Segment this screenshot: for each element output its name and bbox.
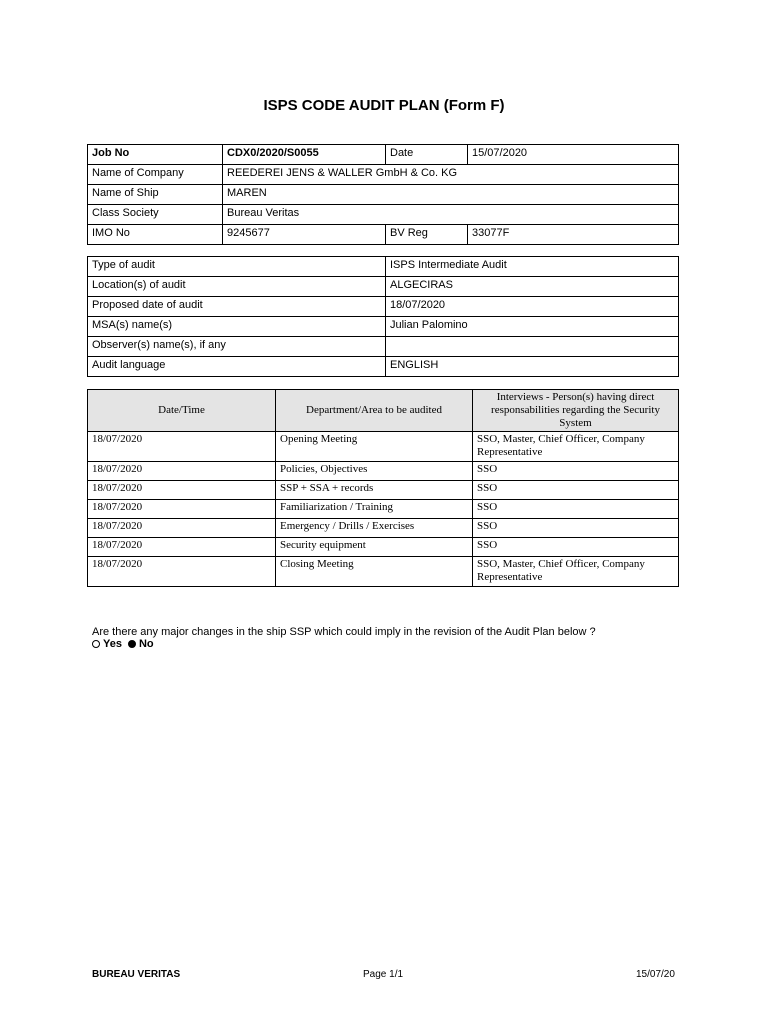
audit-row — [88, 257, 679, 277]
audit-row — [88, 317, 679, 337]
schedule-date: 18/07/2020 — [88, 538, 276, 557]
audit-info-table — [87, 256, 679, 377]
table-row — [88, 481, 679, 500]
schedule-interviewees: SSO — [473, 481, 679, 500]
company-label: Name of Company — [88, 165, 223, 185]
date-value: 15/07/2020 — [468, 145, 679, 165]
schedule-date: 18/07/2020 — [88, 500, 276, 519]
radio-no[interactable] — [128, 640, 136, 648]
audit-label: Type of audit — [88, 257, 386, 277]
schedule-interviewees: SSO — [473, 538, 679, 557]
radio-yes[interactable] — [92, 640, 100, 648]
audit-label: Location(s) of audit — [88, 277, 386, 297]
schedule-department: Emergency / Drills / Exercises — [276, 519, 473, 538]
imo-value: 9245677 — [223, 225, 386, 245]
job-info-table — [87, 144, 679, 245]
schedule-department: Closing Meeting — [276, 557, 473, 587]
imo-label: IMO No — [88, 225, 223, 245]
ssp-changes-question: Are there any major changes in the ship SSP which could imply in the revision of the Audit Plan below ? — [92, 626, 596, 638]
audit-label: Proposed date of audit — [88, 297, 386, 317]
ship-row — [88, 185, 679, 205]
job-no-row — [88, 145, 679, 165]
company-value: REEDEREI JENS & WALLER GmbH & Co. KG — [223, 165, 679, 185]
audit-row — [88, 357, 679, 377]
audit-row — [88, 337, 679, 357]
audit-row — [88, 277, 679, 297]
audit-label: Observer(s) name(s), if any — [88, 337, 386, 357]
schedule-date: 18/07/2020 — [88, 481, 276, 500]
class-label: Class Society — [88, 205, 223, 225]
schedule-interviewees: SSO, Master, Chief Officer, Company Representative — [473, 557, 679, 587]
schedule-table — [87, 389, 679, 587]
table-row — [88, 519, 679, 538]
imo-row — [88, 225, 679, 245]
schedule-header-row — [88, 390, 679, 432]
column-header-date: Date/Time — [88, 390, 276, 432]
table-row — [88, 500, 679, 519]
schedule-date: 18/07/2020 — [88, 432, 276, 462]
schedule-department: SSP + SSA + records — [276, 481, 473, 500]
table-row — [88, 432, 679, 462]
ship-value: MAREN — [223, 185, 679, 205]
audit-value: ALGECIRAS — [386, 277, 679, 297]
schedule-date: 18/07/2020 — [88, 462, 276, 481]
company-row — [88, 165, 679, 185]
schedule-date: 18/07/2020 — [88, 557, 276, 587]
audit-value: 18/07/2020 — [386, 297, 679, 317]
ssp-changes-answers — [92, 638, 154, 650]
bvreg-label: BV Reg — [386, 225, 468, 245]
class-value: Bureau Veritas — [223, 205, 679, 225]
page-title: ISPS CODE AUDIT PLAN (Form F) — [263, 97, 505, 114]
schedule-department: Opening Meeting — [276, 432, 473, 462]
audit-row — [88, 297, 679, 317]
ship-label: Name of Ship — [88, 185, 223, 205]
audit-value: ENGLISH — [386, 357, 679, 377]
audit-label: MSA(s) name(s) — [88, 317, 386, 337]
audit-label: Audit language — [88, 357, 386, 377]
audit-value — [386, 337, 679, 357]
class-row — [88, 205, 679, 225]
radio-no-label: No — [138, 638, 154, 650]
job-no-label: Job No — [88, 145, 223, 165]
footer-date: 15/07/20 — [636, 969, 675, 980]
bvreg-value: 33077F — [468, 225, 679, 245]
table-row — [88, 538, 679, 557]
footer-company: BUREAU VERITAS — [92, 969, 181, 980]
radio-yes-label: Yes — [103, 638, 122, 650]
audit-value: Julian Palomino — [386, 317, 679, 337]
schedule-interviewees: SSO — [473, 462, 679, 481]
schedule-date: 18/07/2020 — [88, 519, 276, 538]
schedule-department: Policies, Objectives — [276, 462, 473, 481]
schedule-department: Familiarization / Training — [276, 500, 473, 519]
column-header-interviews: Interviews - Person(s) having direct responsabilities regarding the Security System — [473, 390, 679, 432]
schedule-interviewees: SSO — [473, 519, 679, 538]
schedule-interviewees: SSO — [473, 500, 679, 519]
audit-value: ISPS Intermediate Audit — [386, 257, 679, 277]
column-header-department: Department/Area to be audited — [276, 390, 473, 432]
footer-page-number: Page 1/1 — [363, 969, 404, 980]
schedule-interviewees: SSO, Master, Chief Officer, Company Representative — [473, 432, 679, 462]
table-row — [88, 462, 679, 481]
schedule-department: Security equipment — [276, 538, 473, 557]
date-label: Date — [386, 145, 468, 165]
job-no-value: CDX0/2020/S0055 — [223, 145, 386, 165]
table-row — [88, 557, 679, 587]
